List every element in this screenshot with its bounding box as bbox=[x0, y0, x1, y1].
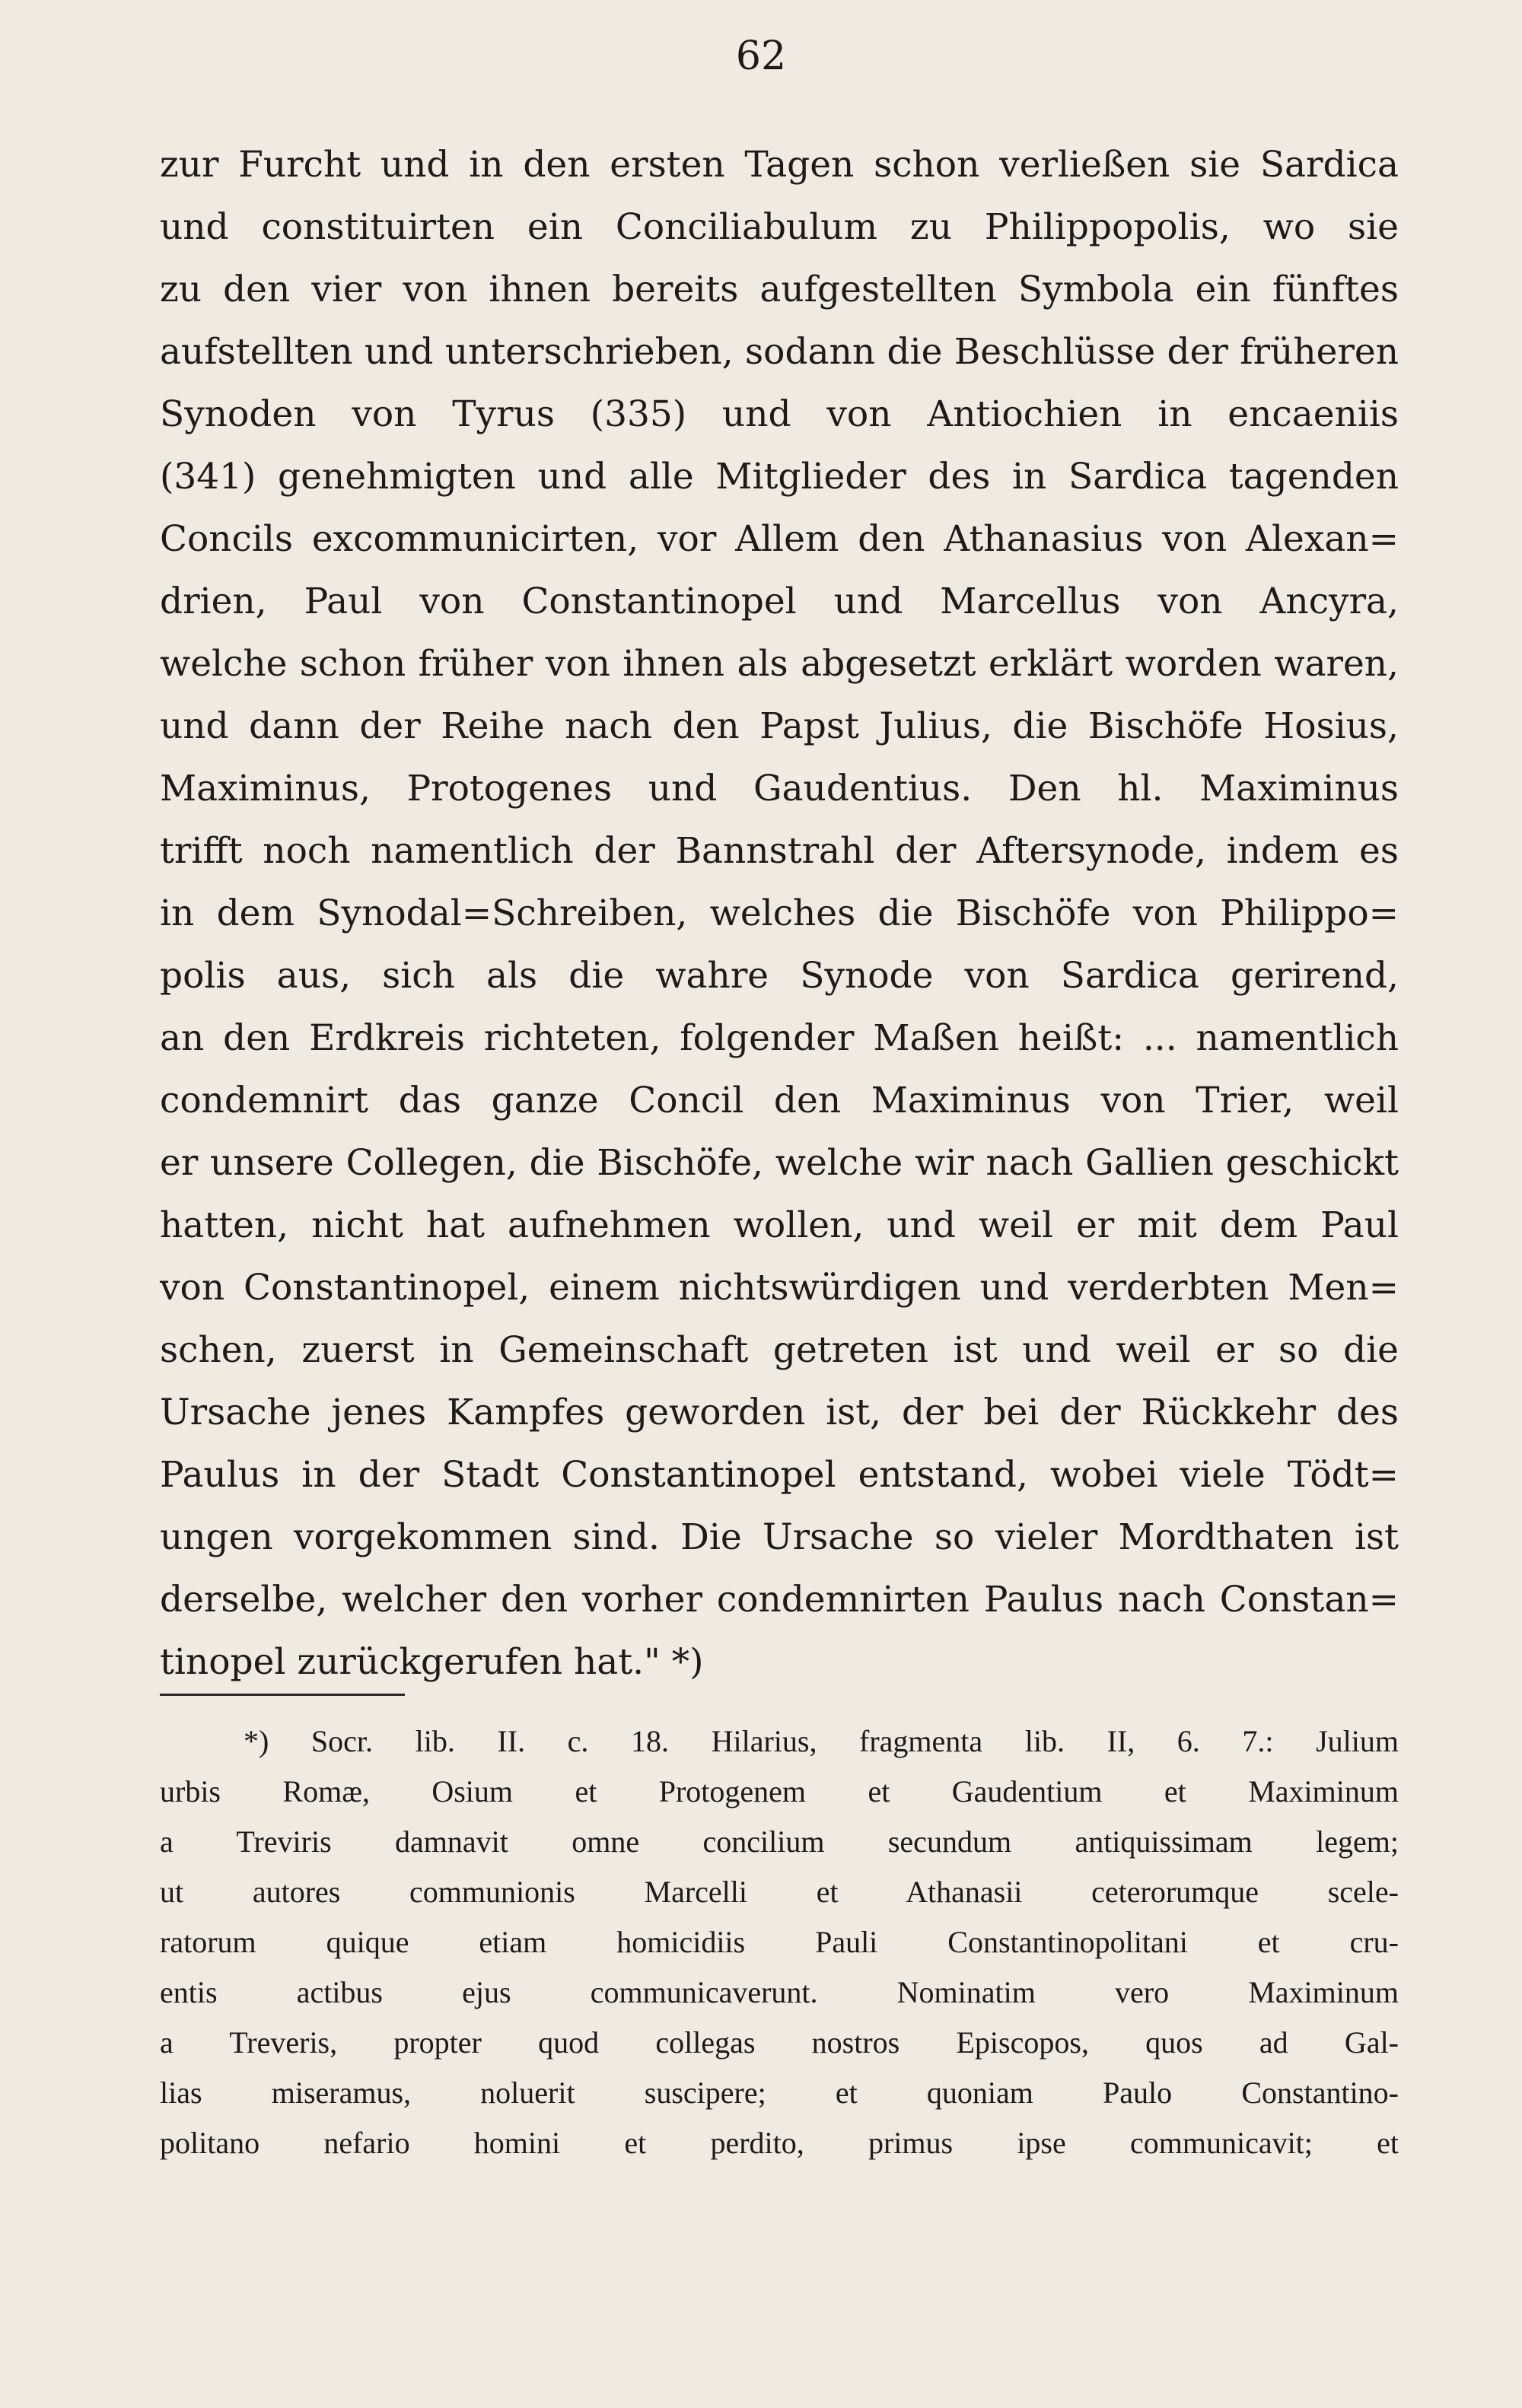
body-line: und constituirten ein Conciliabulum zu Philippopolis, wo sie bbox=[160, 206, 1399, 248]
body-line: aufstellten und unterschrieben, sodann die Beschlüsse der früheren bbox=[160, 331, 1399, 373]
body-line: tinopel zurückgerufen hat." *) bbox=[160, 1641, 704, 1683]
footnote-line: entis actibus ejus communicaverunt. Nominatim vero Maximinum bbox=[160, 1975, 1399, 2009]
footnote-line: a Treveris, propter quod collegas nostros Episcopos, quos ad Gal- bbox=[160, 2025, 1399, 2060]
footnote-line: ratorum quique etiam homicidiis Pauli Constantinopolitani et cru- bbox=[160, 1925, 1399, 1959]
body-line: schen, zuerst in Gemeinschaft getreten ist und weil er so die bbox=[160, 1329, 1399, 1371]
body-line: Maximinus, Protogenes und Gaudentius. Den hl. Maximinus bbox=[160, 768, 1399, 810]
body-line: condemnirt das ganze Concil den Maximinus von Trier, weil bbox=[160, 1080, 1399, 1121]
footnote-line: lias miseramus, noluerit suscipere; et quoniam Paulo Constantino- bbox=[160, 2076, 1399, 2110]
body-line: an den Erdkreis richteten, folgender Maßen heißt: ... namentlich bbox=[160, 1017, 1399, 1059]
body-line: polis aus, sich als die wahre Synode von Sardica gerirend, bbox=[160, 955, 1399, 997]
body-line: zu den vier von ihnen bereits aufgestellten Symbola ein fünftes bbox=[160, 269, 1399, 310]
body-line: derselbe, welcher den vorher condemnirten Paulus nach Constan= bbox=[160, 1579, 1399, 1621]
body-line: welche schon früher von ihnen als abgesetzt erklärt worden waren, bbox=[160, 643, 1399, 685]
body-line: er unsere Collegen, die Bischöfe, welche wir nach Gallien geschickt bbox=[160, 1142, 1399, 1184]
body-line: zur Furcht und in den ersten Tagen schon verließen sie Sardica bbox=[160, 144, 1399, 186]
body-text bbox=[160, 134, 1399, 1694]
footnote bbox=[160, 1716, 1399, 2168]
footnote-line: *) Socr. lib. II. c. 18. Hilarius, fragmenta lib. II, 6. 7.: Julium bbox=[244, 1724, 1399, 1758]
body-line: trifft noch namentlich der Bannstrahl der Aftersynode, indem es bbox=[160, 830, 1399, 872]
footnote-divider bbox=[160, 1694, 405, 1696]
body-line: in dem Synodal=Schreiben, welches die Bischöfe von Philippo= bbox=[160, 892, 1399, 934]
page-number: 62 bbox=[735, 33, 787, 79]
body-line: Concils excommunicirten, vor Allem den Athanasius von Alexan= bbox=[160, 518, 1399, 560]
body-line: hatten, nicht hat aufnehmen wollen, und weil er mit dem Paul bbox=[160, 1204, 1399, 1246]
footnote-line: a Treviris damnavit omne concilium secundum antiquissimam legem; bbox=[160, 1824, 1399, 1859]
body-line: Paulus in der Stadt Constantinopel entstand, wobei viele Tödt= bbox=[160, 1454, 1399, 1496]
body-line: drien, Paul von Constantinopel und Marcellus von Ancyra, bbox=[160, 581, 1399, 622]
body-line: Synoden von Tyrus (335) und von Antiochien in encaeniis bbox=[160, 393, 1399, 435]
footnote-line: ut autores communionis Marcelli et Athanasii ceterorumque scele- bbox=[160, 1875, 1399, 1909]
footnote-line: politano nefario homini et perdito, primus ipse communicavit; et bbox=[160, 2126, 1399, 2160]
footnote-line: urbis Romæ, Osium et Protogenem et Gaudentium et Maximinum bbox=[160, 1774, 1399, 1808]
body-line: (341) genehmigten und alle Mitglieder des in Sardica tagenden bbox=[160, 456, 1399, 498]
body-line: und dann der Reihe nach den Papst Julius, die Bischöfe Hosius, bbox=[160, 705, 1399, 747]
body-line: Ursache jenes Kampfes geworden ist, der bei der Rückkehr des bbox=[160, 1392, 1399, 1433]
body-line: ungen vorgekommen sind. Die Ursache so vieler Mordthaten ist bbox=[160, 1516, 1399, 1558]
body-line: von Constantinopel, einem nichtswürdigen und verderbten Men= bbox=[160, 1267, 1399, 1309]
